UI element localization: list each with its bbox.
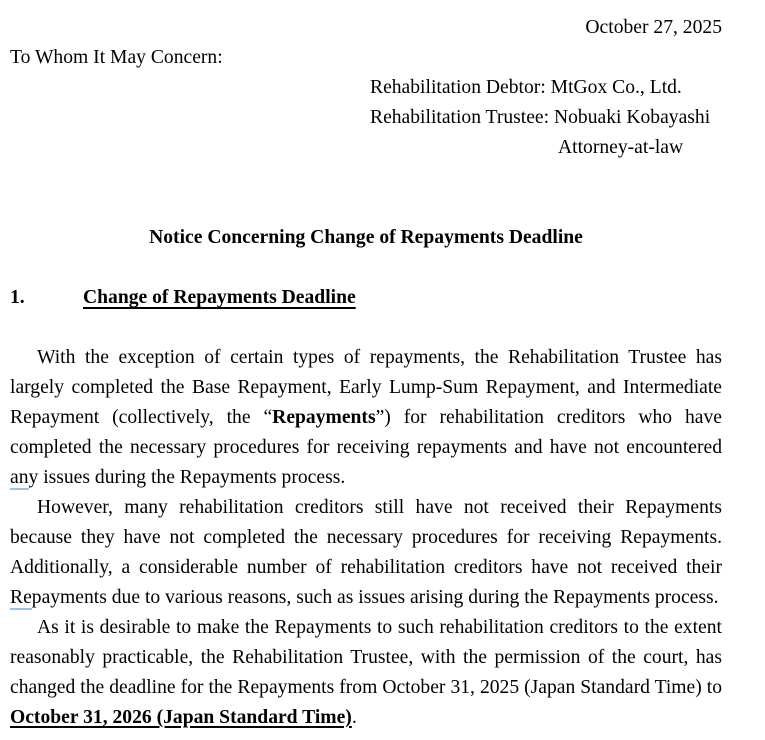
paragraph-text: ”) for rehabilitation creditors who have completed the necessary procedures for receiving repayments and have not encountered	[10, 407, 722, 458]
document-title: Notice Concerning Change of Repayments Deadline	[149, 227, 583, 248]
body-paragraphs	[10, 343, 722, 733]
grammar-check-underline: Re	[10, 587, 32, 608]
section-number: 1.	[10, 287, 25, 308]
paragraph-text: y issues during the Repayments process.	[28, 467, 346, 488]
trustee-title-line: Attorney-at-law	[558, 137, 684, 158]
paragraph-text: Repayments	[272, 407, 376, 428]
paragraph-text: As it is desirable to make the Repayments to such rehabilitation creditors to the extent reasonably practicable, the Rehabilitation Trustee, with the permission of the court, has changed the deadline for the Repayments from October 31, 2025 (Japan Standard Time) to	[10, 617, 722, 698]
salutation: To Whom It May Concern:	[10, 47, 223, 68]
document-date: October 27, 2025	[585, 17, 722, 38]
paragraph-text: October 31, 2026 (Japan Standard Time)	[10, 707, 352, 728]
section-heading-text: Change of Repayments Deadline	[83, 287, 356, 308]
body-paragraph	[10, 613, 722, 733]
grammar-check-underline: an	[10, 467, 29, 488]
body-paragraph	[10, 493, 722, 613]
sender-block	[370, 73, 722, 133]
section-heading	[10, 283, 722, 313]
paragraph-text: However, many rehabilitation creditors still have not received their Repayments because they have not completed the necessary procedures for receiving Repayments. Additionally, a considerable number of rehabilitation creditors have not received their	[10, 497, 722, 578]
rehabilitation-trustee-line: Rehabilitation Trustee: Nobuaki Kobayashi	[370, 107, 711, 128]
paragraph-text: .	[351, 707, 357, 728]
body-paragraph	[10, 343, 722, 493]
paragraph-text: payments due to various reasons, such as issues arising during the Repayments process.	[31, 587, 719, 608]
paragraph-text: With the exception of certain types of repayments, the Rehabilitation Trustee has largely completed the Base Repayment, Early Lump-Sum Repayment, and Intermediate Repayment (collectively, the “	[10, 347, 722, 428]
rehabilitation-debtor-line: Rehabilitation Debtor: MtGox Co., Ltd.	[370, 77, 682, 98]
